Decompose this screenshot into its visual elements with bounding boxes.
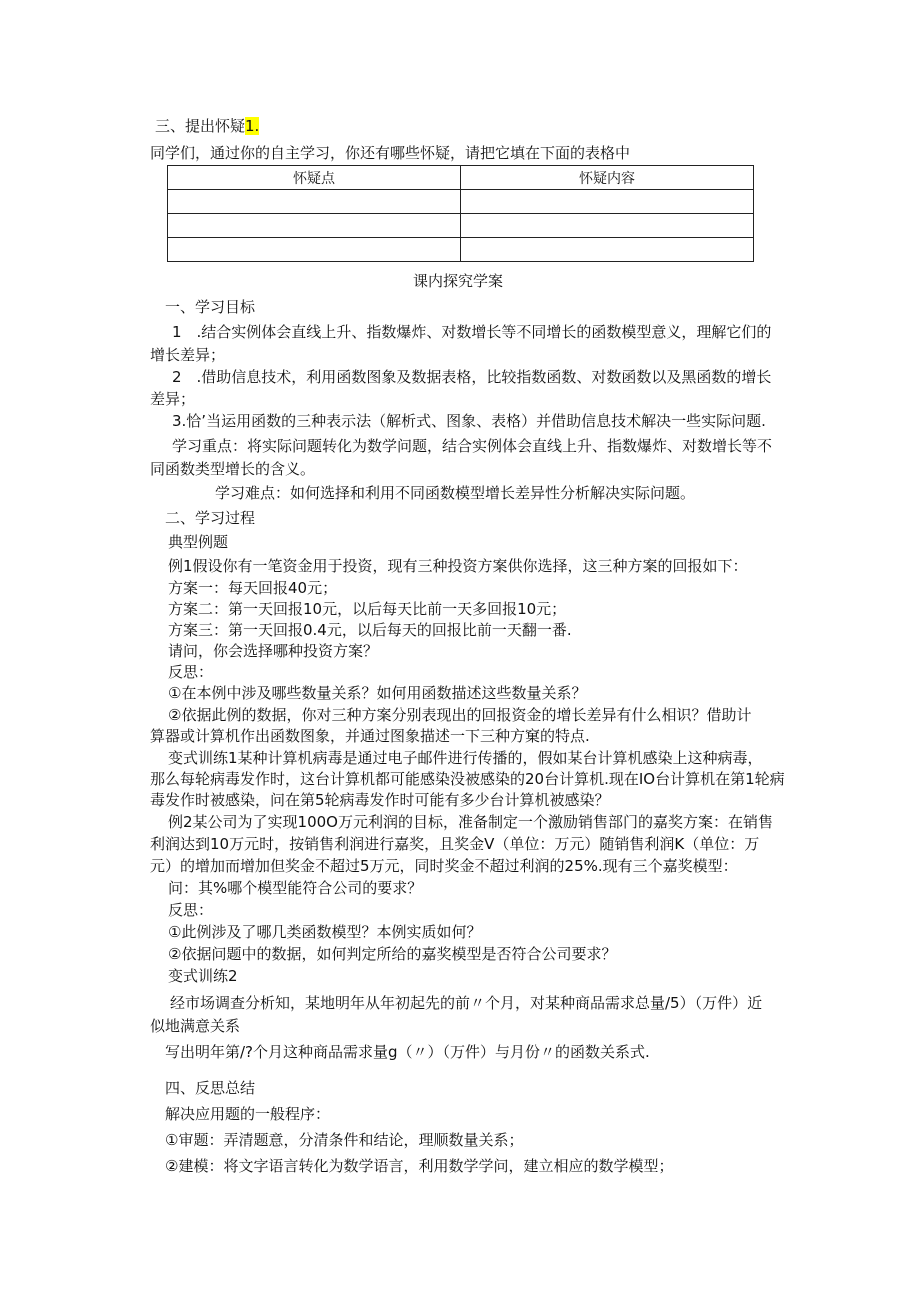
table-row [168,214,754,238]
table-cell[interactable] [461,214,754,238]
example-1-question: 请问，你会选择哪种投资方案？ [168,642,379,660]
variant-1: 变式训练1某种计算机病毒是通过电子邮件进行传播的，假如某台计算机感染上这种病毒， [168,749,763,767]
reflection-label: 反思： [168,901,214,919]
section4-intro: 解决应用题的一般程序： [165,1105,331,1123]
goal-item-1: 1 .结合实例体会直线上升、指数爆炸、对数增长等不同增长的函数模型意义，理解它们的 [172,323,772,341]
key-point: 学习重点：将实际问题转化为数学问题，结合实例体会直线上升、指数爆炸、对数增长等不 [172,437,773,455]
doubt-table [167,165,754,262]
variant-2-task: 写出明年第/?个月这种商品需求量g（〃）（万件）与月份〃的函数关系式. [165,1043,650,1061]
table-cell[interactable] [168,214,461,238]
section3-title: 三、提出怀疑1. [155,117,260,135]
lesson-title: 课内探究学案 [413,272,504,290]
table-header-cell: 怀疑内容 [461,166,754,190]
plan-3: 方案三：第一天回报0.4元，以后每天的回报比前一天翻一番. [168,621,572,639]
example-2: 例2某公司为了实现100O万元利润的目标，准备制定一个激励销售部门的嘉奖方案：在销售 [168,813,773,831]
variant-2: 变式训练2 [168,967,238,985]
example-2-question: 问：其%哪个模型能符合公司的要求？ [168,879,423,897]
procedure-step-2: ②建模：将文字语言转化为数学语言，利用数学学问，建立相应的数学模型； [165,1157,674,1175]
table-row [168,238,754,262]
goal-item-3: 3.恰’当运用函数的三种表示法（解析式、图象、表格）并借助信息技术解决一些实际问题. [172,412,766,430]
reflection-q2: ②依据问题中的数据，如何判定所给的嘉奖模型是否符合公司要求？ [168,945,617,963]
goals-heading: 一、学习目标 [165,298,256,316]
reflection-q1: ①在本例中涉及哪些数量关系？如何用函数描述这些数量关系？ [168,684,587,702]
goal-item-2-cont: 差异； [150,390,196,408]
reflection-q2-cont: 算器或计算机作出函数图象，并通过图象描述一下三种方窠的特点. [150,727,590,745]
variant-2-text: 经市场调查分析知，某地明年从年初起先的前〃个月，对某种商品需求总量/5）（万件）近 [170,994,763,1012]
examples-subheading: 典型例题 [168,533,229,551]
section3-intro: 同学们，通过你的自主学习，你还有哪些怀疑，请把它填在下面的表格中 [150,144,631,162]
table-cell[interactable] [461,190,754,214]
process-heading: 二、学习过程 [165,509,256,527]
table-cell[interactable] [168,190,461,214]
procedure-step-1: ①审题：弄清题意，分清条件和结论，理顺数量关系； [165,1131,524,1149]
variant-1-cont: 毒发作时被感染，问在第5轮病毒发作时可能有多少台计算机被感染？ [150,791,610,809]
goal-item-1-cont: 增长差异； [150,346,226,364]
variant-2-text-cont: 似地满意关系 [150,1017,241,1035]
reflection-q2: ②依据此例的数据，你对三种方案分别表现出的回报资金的增长差异有什么相识？借助计 [168,706,752,724]
table-header-cell: 怀疑点 [168,166,461,190]
example-1: 例1假设你有一笔资金用于投资，现有三种投资方案供你选择，这三种方案的回报如下： [168,557,748,575]
example-2-cont: 元）的增加而增加但奖金不超过5万元，同时奖金不超过利润的25%.现有三个嘉奖模型： [150,857,738,875]
variant-1-cont: 那么每轮病毒发作时，这台计算机都可能感染没被感染的20台计算机.现在IO台计算机在第1轮病 [150,770,785,788]
table-header-row [168,166,754,190]
table-row [168,190,754,214]
difficulty-point: 学习难点：如何选择和利用不同函数模型增长差异性分析解决实际问题。 [215,484,696,502]
reflection-q1: ①此例涉及了哪几类函数模型？本例实质如何？ [168,923,482,941]
table-cell[interactable] [168,238,461,262]
table-cell[interactable] [461,238,754,262]
goal-item-2: 2 .借助信息技术，利用函数图象及数据表格，比较指数函数、对数函数以及黑函数的增长 [172,368,772,386]
example-2-cont: 利润达到10万元时，按销售利润进行嘉奖，且奖金V（单位：万元）随销售利润K（单位：万 [150,835,760,853]
key-point-cont: 同函数类型增长的含义。 [150,460,316,478]
reflection-label: 反思： [168,663,214,681]
plan-2: 方案二：第一天回报10元，以后每天比前一天多回报10元； [168,600,567,618]
section4-heading: 四、反思总结 [165,1079,256,1097]
plan-1: 方案一：每天回报40元； [168,579,338,597]
highlight-mark: 1. [245,117,260,135]
